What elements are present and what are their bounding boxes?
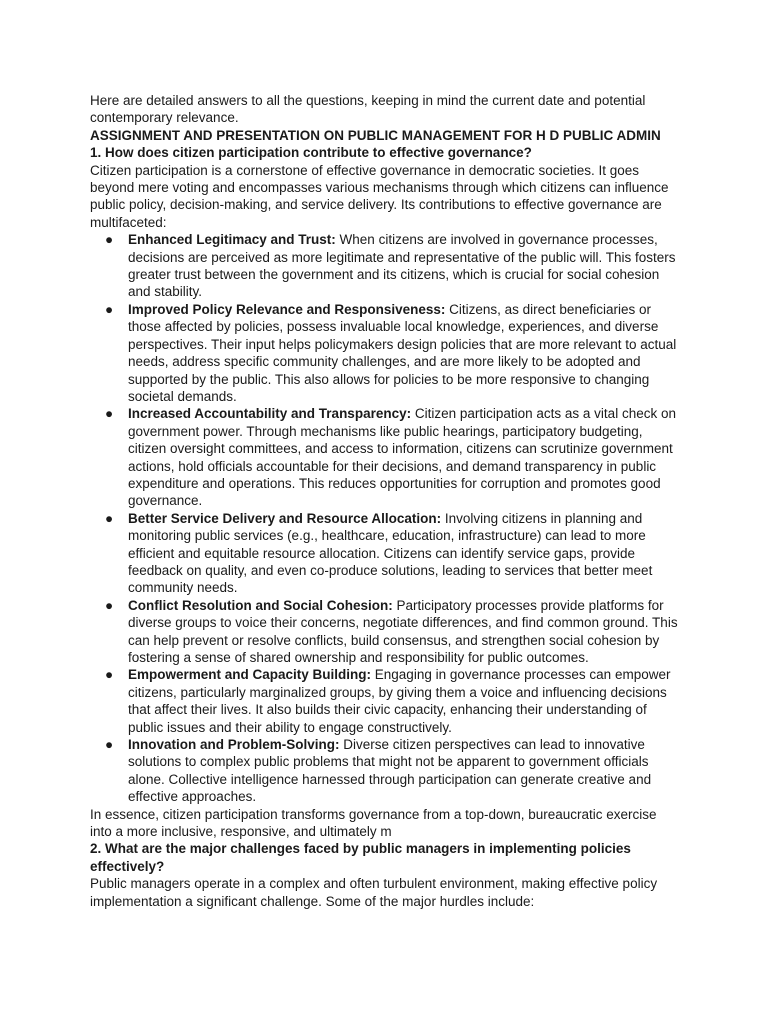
list-item-text: Diverse citizen perspectives can lead to innovative solutions to complex public problems that might not be apparent to government officials alone. Collective intelligence harnessed through participation can generate creative and effective approaches.	[128, 737, 652, 805]
intro-paragraph: Here are detailed answers to all the questions, keeping in mind the current date and potential contemporary relevance.	[90, 93, 646, 126]
list-item	[90, 231, 680, 301]
list-item-heading: Innovation and Problem-Solving:	[128, 737, 340, 753]
question-2-heading: 2. What are the major challenges faced by public managers in implementing policies effectively?	[90, 841, 631, 874]
list-item-heading: Better Service Delivery and Resource Allocation:	[128, 510, 442, 526]
assignment-title: ASSIGNMENT AND PRESENTATION ON PUBLIC MANAGEMENT FOR H D PUBLIC ADMIN	[90, 127, 661, 143]
list-item-heading: Enhanced Legitimacy and Trust:	[128, 232, 336, 248]
list-item	[90, 597, 680, 667]
list-item-text: Involving citizens in planning and monitoring public services (e.g., healthcare, education, infrastructure) can lead to more efficient and equitable resource allocation. Citizens can identify service gaps, provide feedback on quality, and even co-produce solutions, leading to services that better meet community needs.	[128, 510, 653, 596]
list-item	[90, 736, 680, 806]
list-item-heading: Increased Accountability and Transparency:	[128, 406, 412, 422]
list-item-text: Participatory processes provide platforms for diverse groups to voice their concerns, negotiate differences, and find common ground. This can help prevent or resolve conflicts, build consensus, and strengthen social cohesion by fostering a sense of shared ownership and responsibility for public outcomes.	[128, 597, 678, 665]
bullet-icon: ●	[105, 667, 114, 683]
list-item-heading: Empowerment and Capacity Building:	[128, 667, 372, 683]
list-item-text: Citizens, as direct beneficiaries or those affected by policies, possess invaluable local knowledge, experiences, and diverse perspectives. Their input helps policymakers design policies that are more relevant to actual needs, address specific community challenges, and are more likely to be adopted and supported by the public. This also allows for policies to be more responsive to changing societal demands.	[128, 301, 677, 404]
list-item	[90, 510, 680, 597]
list-item	[90, 301, 680, 405]
bullet-icon: ●	[105, 406, 114, 422]
question-1-heading: 1. How does citizen participation contribute to effective governance?	[90, 145, 532, 161]
list-item-heading: Conflict Resolution and Social Cohesion:	[128, 597, 393, 613]
bullet-icon: ●	[105, 597, 114, 613]
document-page	[90, 92, 680, 910]
question-1-paragraph: Citizen participation is a cornerstone of effective governance in democratic societies. It goes beyond mere voting and encompasses various mechanisms through which citizens can influence public policy, decision-making, and service delivery. Its contributions to effective governance are multifaceted:	[90, 162, 669, 230]
contributions-list	[90, 231, 680, 805]
list-item	[90, 405, 680, 509]
bullet-icon: ●	[105, 301, 114, 317]
list-item-text: Engaging in governance processes can empower citizens, particularly marginalized groups, by giving them a voice and influencing decisions that affect their lives. It also builds their civic capacity, enhancing their understanding of public issues and their ability to engage constructively.	[128, 667, 671, 735]
bullet-icon: ●	[105, 510, 114, 526]
bullet-icon: ●	[105, 737, 114, 753]
list-item-text: When citizens are involved in governance processes, decisions are perceived as more legitimate and representative of the public will. This fosters greater trust between the government and its citizens, which is crucial for social cohesion and stability.	[128, 232, 676, 300]
list-item-text: Citizen participation acts as a vital check on government power. Through mechanisms like public hearings, participatory budgeting, citizen oversight committees, and access to information, citizens can scrutinize government actions, hold officials accountable for their decisions, and demand transparency in public expenditure and operations. This reduces opportunities for corruption and promotes good governance.	[128, 406, 676, 509]
list-item	[90, 666, 680, 736]
question-1-conclusion: In essence, citizen participation transforms governance from a top-down, bureaucratic exercise into a more inclusive, responsive, and ultimately m	[90, 806, 657, 840]
list-item-heading: Improved Policy Relevance and Responsiveness:	[128, 301, 446, 317]
question-2-paragraph: Public managers operate in a complex and often turbulent environment, making effective policy implementation a significant challenge. Some of the major hurdles include:	[90, 876, 658, 909]
bullet-icon: ●	[105, 232, 114, 248]
